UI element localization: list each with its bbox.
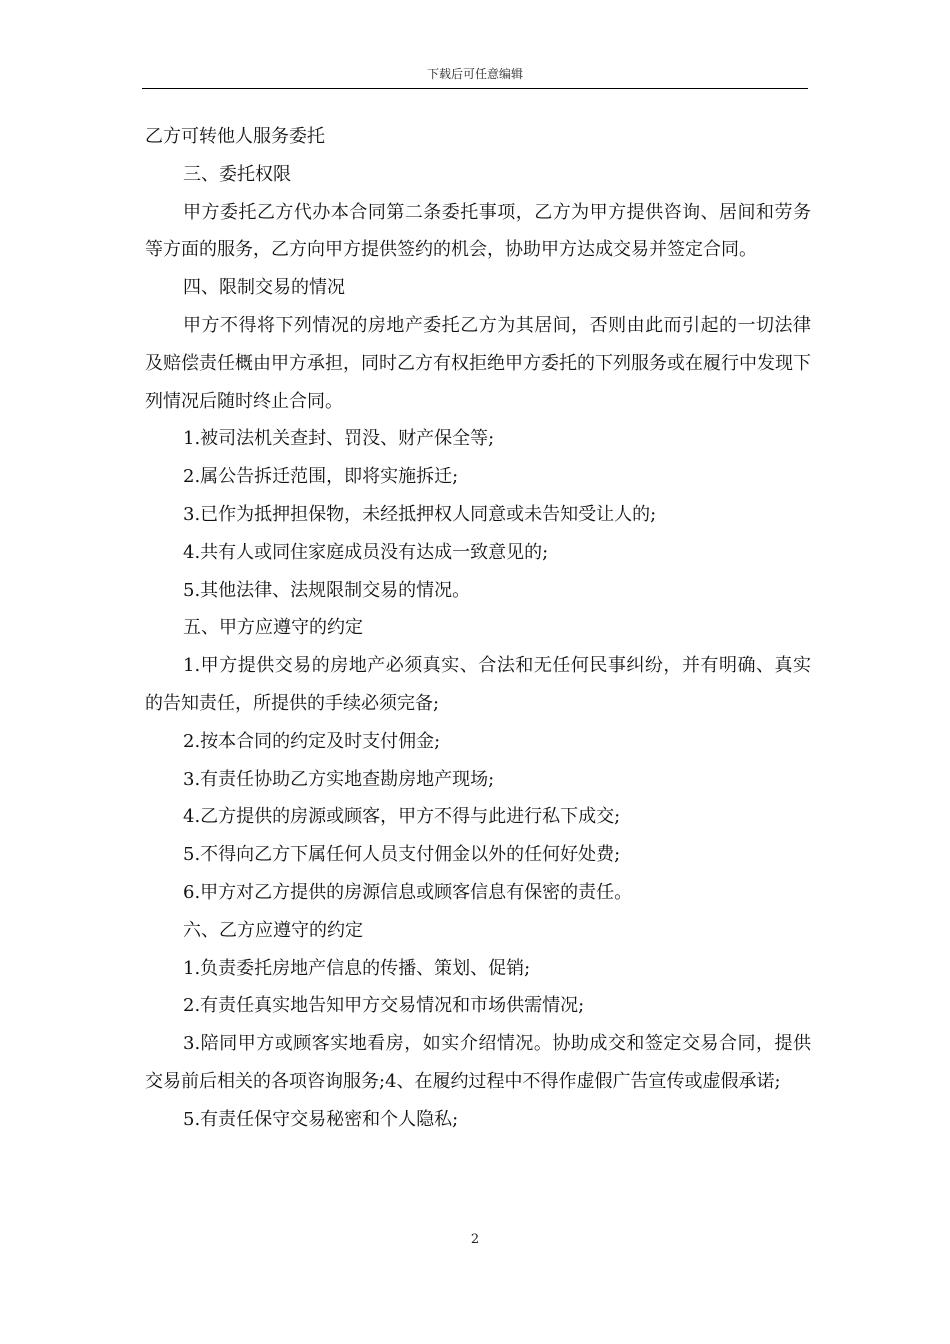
paragraph: 乙方可转他人服务委托 <box>145 126 325 147</box>
list-item: 3.陪同甲方或顾客实地看房，如实介绍情况。协助成交和签定交易合同，提供交易前后相关的各项咨询服务;4、在履约过程中不得作虚假广告宣传或虚假承诺; <box>145 1033 811 1092</box>
list-item: 5.有责任保守交易秘密和个人隐私; <box>183 1108 459 1130</box>
section-heading: 四、限制交易的情况 <box>183 277 345 299</box>
list-item: 5.不得向乙方下属任何人员支付佣金以外的任何好处费; <box>183 844 621 866</box>
page-header: 下载后可任意编辑 <box>426 67 523 81</box>
list-item: 5.其他法律、法规限制交易的情况。 <box>183 579 471 601</box>
list-item: 2.有责任真实地告知甲方交易情况和市场供需情况; <box>183 995 585 1017</box>
list-item: 1.被司法机关查封、罚没、财产保全等; <box>183 428 495 450</box>
list-item: 4.共有人或同住家庭成员没有达成一致意见的; <box>183 541 549 563</box>
list-item: 1.甲方提供交易的房地产必须真实、合法和无任何民事纠纷，并有明确、真实的告知责任，所提供的手续必须完备; <box>145 655 811 714</box>
section-heading: 六、乙方应遵守的约定 <box>183 919 363 941</box>
section-heading: 三、委托权限 <box>183 163 291 185</box>
document-body <box>145 118 811 1139</box>
list-item: 1.负责委托房地产信息的传播、策划、促销; <box>183 957 531 979</box>
list-item: 3.已作为抵押担保物，未经抵押权人同意或未告知受让人的; <box>183 503 657 525</box>
page-number: 2 <box>470 1232 480 1247</box>
list-item: 4.乙方提供的房源或顾客，甲方不得与此进行私下成交; <box>183 806 621 828</box>
section-heading: 五、甲方应遵守的约定 <box>183 617 363 639</box>
list-item: 3.有责任协助乙方实地查勘房地产现场; <box>183 768 495 790</box>
list-item: 6.甲方对乙方提供的房源信息或顾客信息有保密的责任。 <box>183 881 633 903</box>
list-item: 2.按本合同的约定及时支付佣金; <box>183 730 441 752</box>
paragraph: 甲方不得将下列情况的房地产委托乙方为其居间，否则由此而引起的一切法律及赔偿责任概由甲方承担，同时乙方有权拒绝甲方委托的下列服务或在履行中发现下列情况后随时终止合同。 <box>145 314 811 412</box>
paragraph: 甲方委托乙方代办本合同第二条委托事项，乙方为甲方提供咨询、居间和劳务等方面的服务，乙方向甲方提供签约的机会，协助甲方达成交易并签定合同。 <box>145 201 811 261</box>
header-divider <box>142 88 808 89</box>
list-item: 2.属公告拆迁范围，即将实施拆迁; <box>183 466 459 488</box>
